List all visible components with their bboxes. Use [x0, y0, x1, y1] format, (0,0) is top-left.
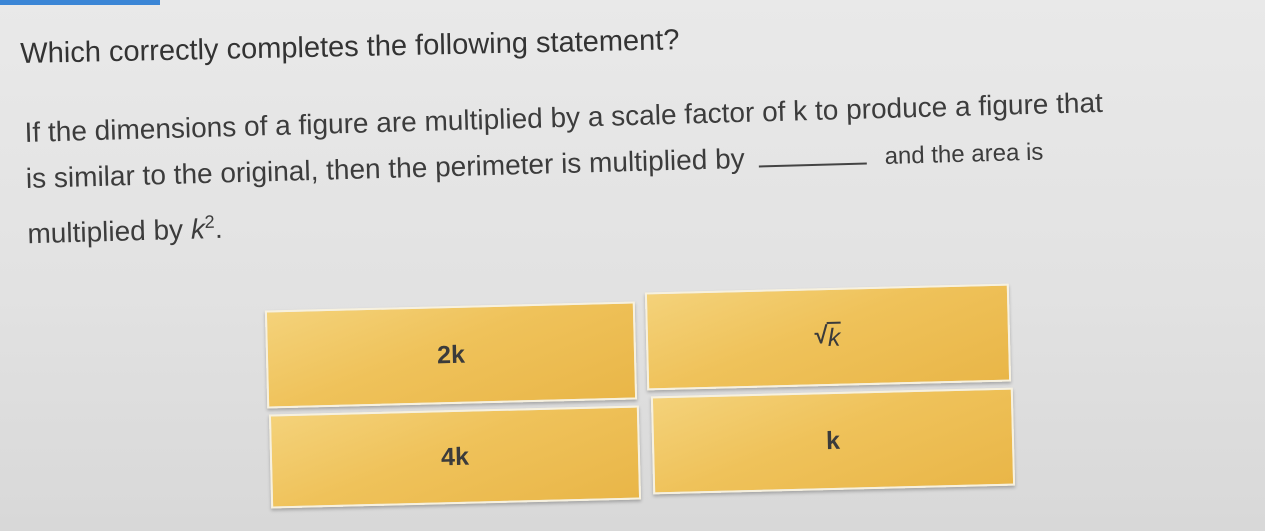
choice-4k-button[interactable]: [269, 405, 641, 508]
statement-line-2-after: and the area is: [884, 138, 1044, 170]
sqrt-icon: √: [814, 321, 829, 349]
choice-sqrt-k-button[interactable]: [645, 284, 1011, 391]
statement-line-1: If the dimensions of a figure are multiplied by a scale factor of k to produce a figure that: [24, 86, 1104, 148]
choice-label: 4k: [440, 442, 470, 471]
question-title: Which correctly completes the following statement?: [20, 24, 680, 70]
statement-line-3-text: multiplied by: [27, 213, 184, 250]
choice-k-button[interactable]: [651, 388, 1015, 495]
exponent: 2: [204, 211, 215, 232]
choice-label: k: [825, 426, 841, 455]
statement-line-2-text: is similar to the original, then the perimeter is multiplied by: [25, 142, 746, 194]
choice-label: k: [826, 321, 841, 352]
period: .: [214, 212, 224, 245]
choice-label: 2k: [436, 340, 466, 369]
choice-2k-button[interactable]: [265, 301, 637, 408]
k-variable: k: [190, 213, 206, 245]
sqrt-expression: [814, 321, 841, 353]
